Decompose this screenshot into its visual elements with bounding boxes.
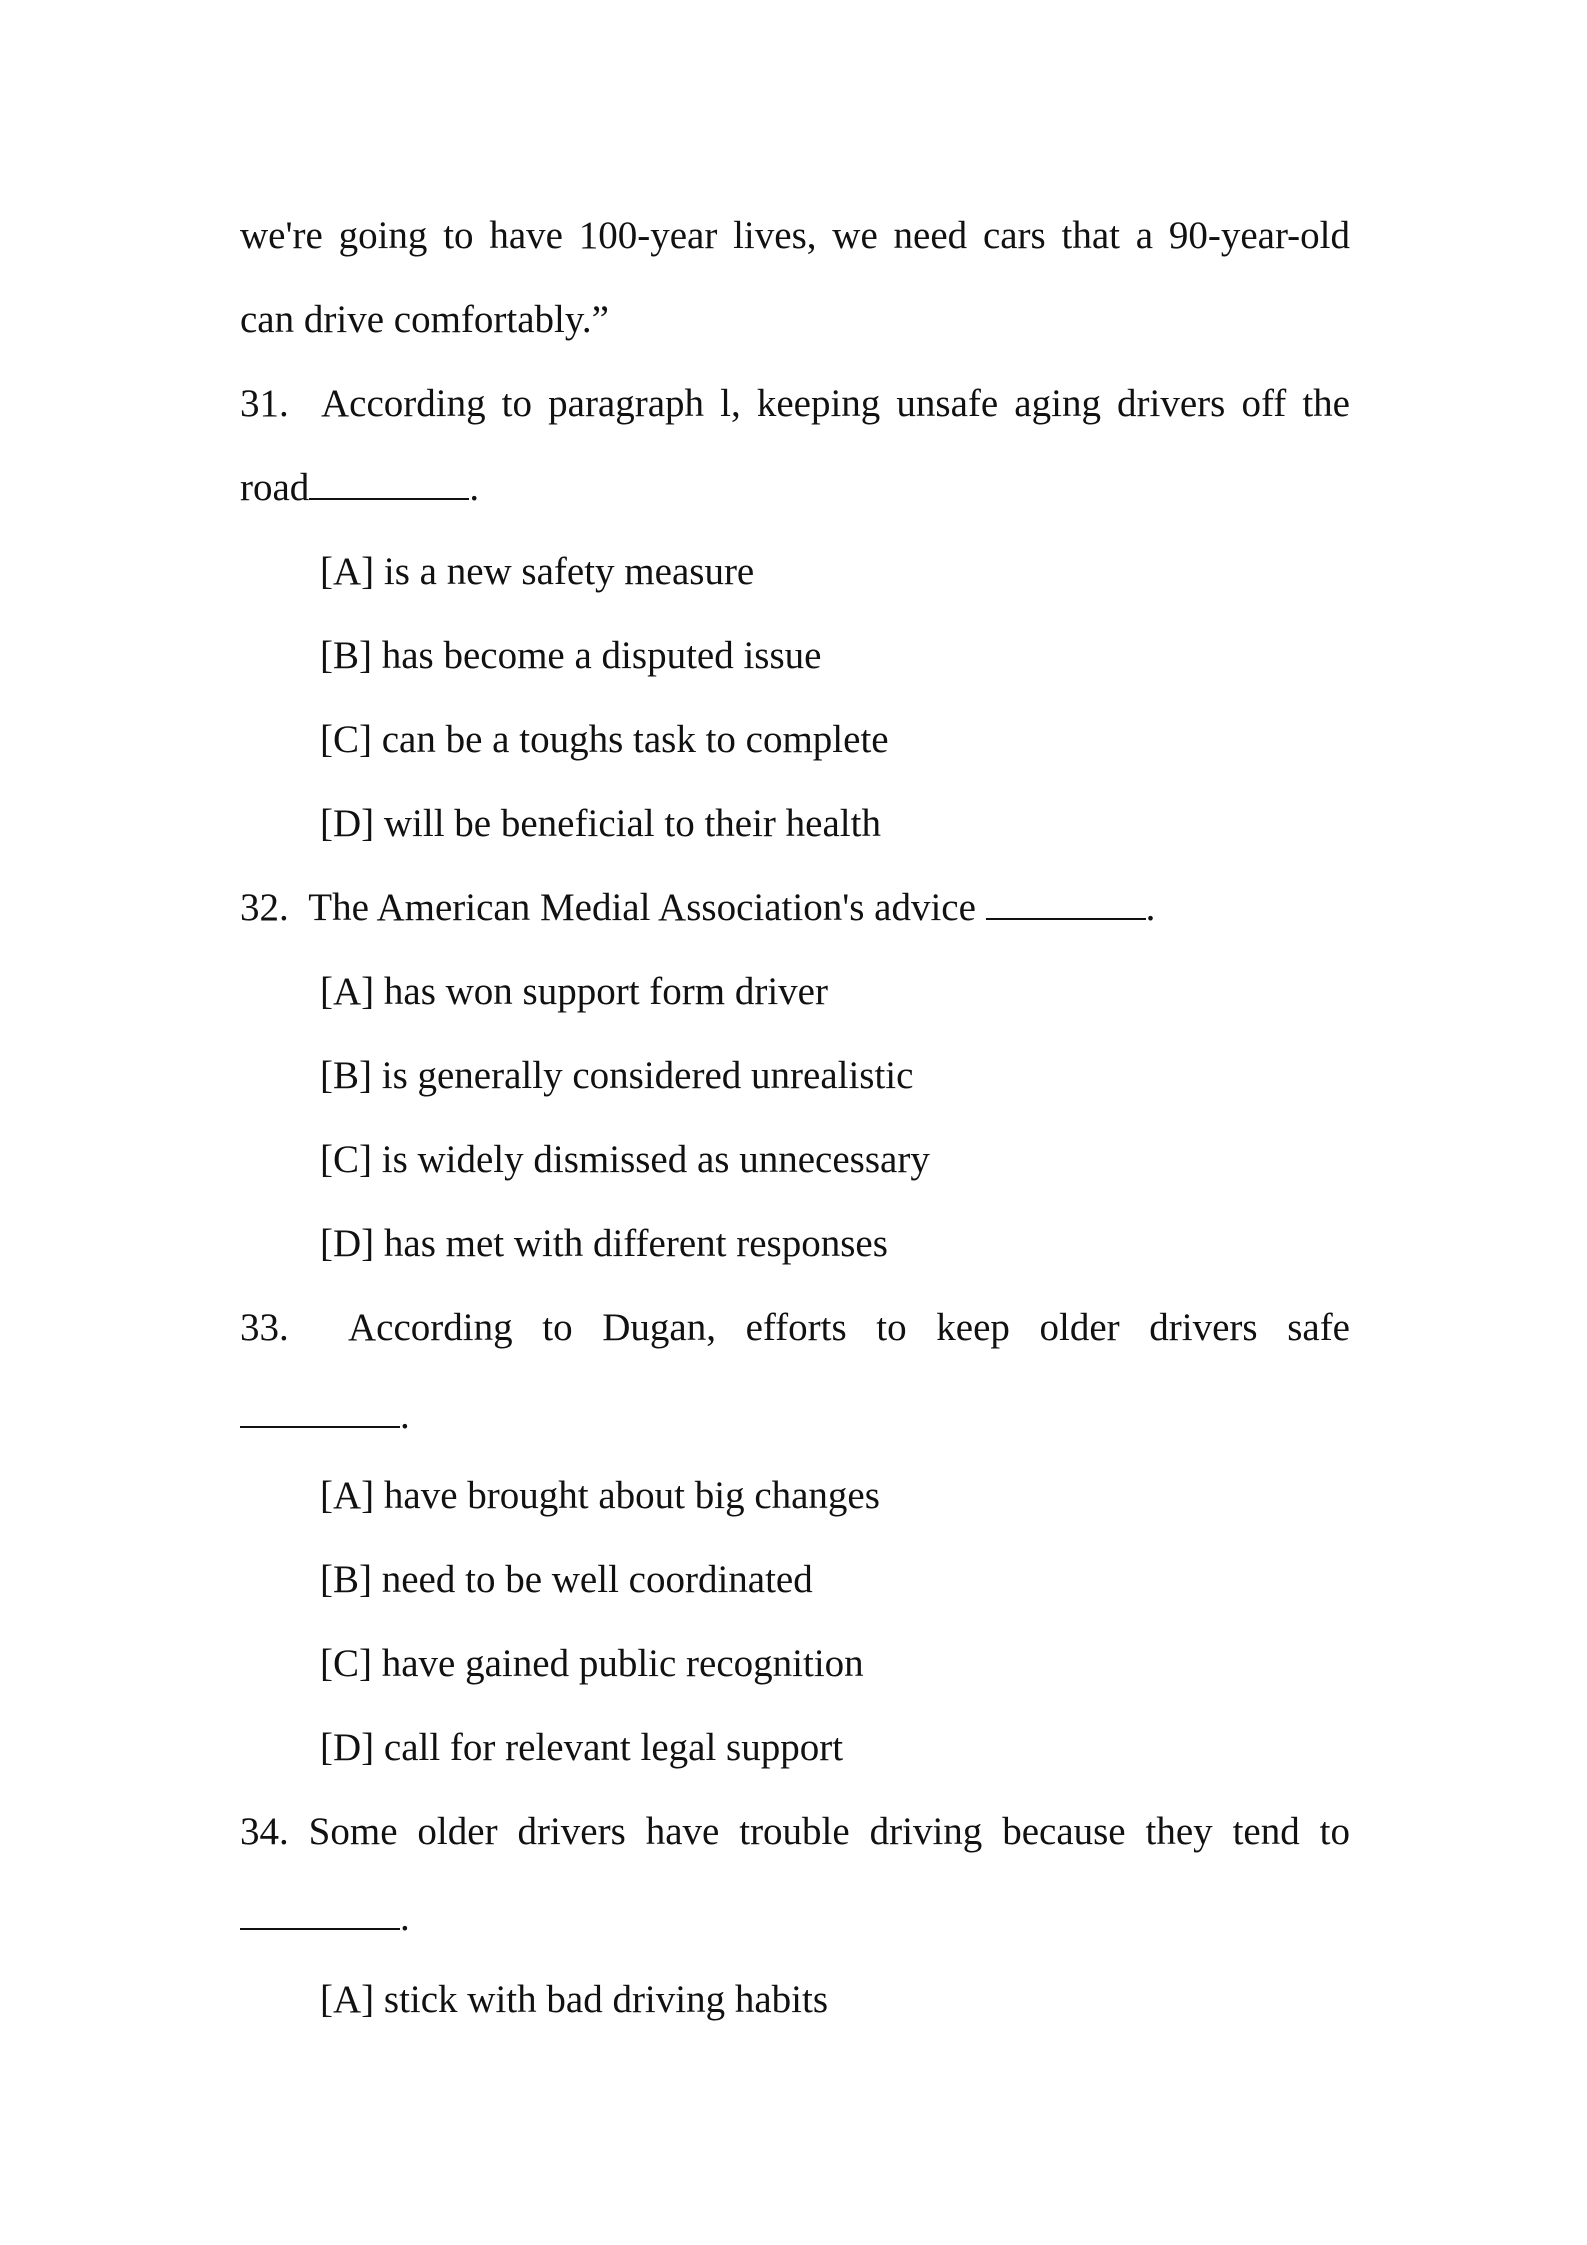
question-34-stem-cont — [240, 1892, 1350, 1944]
question-31-stem — [240, 378, 1350, 430]
option-c: [C] can be a toughs task to complete — [320, 718, 889, 761]
question-number: 32. — [240, 886, 289, 929]
option-a: [A] has won support form driver — [320, 970, 828, 1013]
question-number: 33. — [240, 1306, 289, 1349]
answer-blank — [309, 468, 469, 500]
period: . — [400, 1896, 410, 1939]
question-34-stem — [240, 1806, 1350, 1858]
period: . — [400, 1394, 410, 1437]
question-number: 34. — [240, 1810, 289, 1853]
option-a: [A] have brought about big changes — [320, 1474, 880, 1517]
question-number: 31. — [240, 382, 289, 425]
question-text: road — [240, 466, 310, 509]
period: . — [469, 466, 480, 509]
option-a: [A] is a new safety measure — [320, 550, 755, 593]
period: . — [1145, 886, 1156, 929]
option-d: [D] will be beneficial to their health — [320, 802, 881, 845]
question-text: According to Dugan, efforts to keep older drivers safe — [348, 1306, 1350, 1349]
question-text: The American Medial Association's advice — [308, 886, 976, 929]
option-b: [B] is generally considered unrealistic — [320, 1054, 914, 1097]
passage-line: we're going to have 100-year lives, we need cars that a 90-year-old — [240, 214, 1350, 257]
answer-blank — [986, 888, 1146, 920]
option-a: [A] stick with bad driving habits — [320, 1978, 829, 2021]
option-d: [D] has met with different responses — [320, 1222, 888, 1265]
option-d: [D] call for relevant legal support — [320, 1726, 844, 1769]
question-text: According to paragraph l, keeping unsafe aging drivers off the — [320, 382, 1350, 425]
answer-blank — [240, 1898, 400, 1930]
question-text: Some older drivers have trouble driving because they tend to — [308, 1810, 1350, 1853]
option-c: [C] have gained public recognition — [320, 1642, 864, 1685]
question-33-stem-cont — [240, 1390, 1350, 1442]
answer-blank — [240, 1396, 400, 1428]
question-32-stem — [240, 882, 1350, 934]
option-b: [B] has become a disputed issue — [320, 634, 822, 677]
question-31-stem-cont — [240, 462, 1350, 514]
option-b: [B] need to be well coordinated — [320, 1558, 813, 1601]
question-33-stem — [240, 1302, 1350, 1354]
option-c: [C] is widely dismissed as unnecessary — [320, 1138, 930, 1181]
passage-line: can drive comfortably.” — [240, 298, 609, 341]
